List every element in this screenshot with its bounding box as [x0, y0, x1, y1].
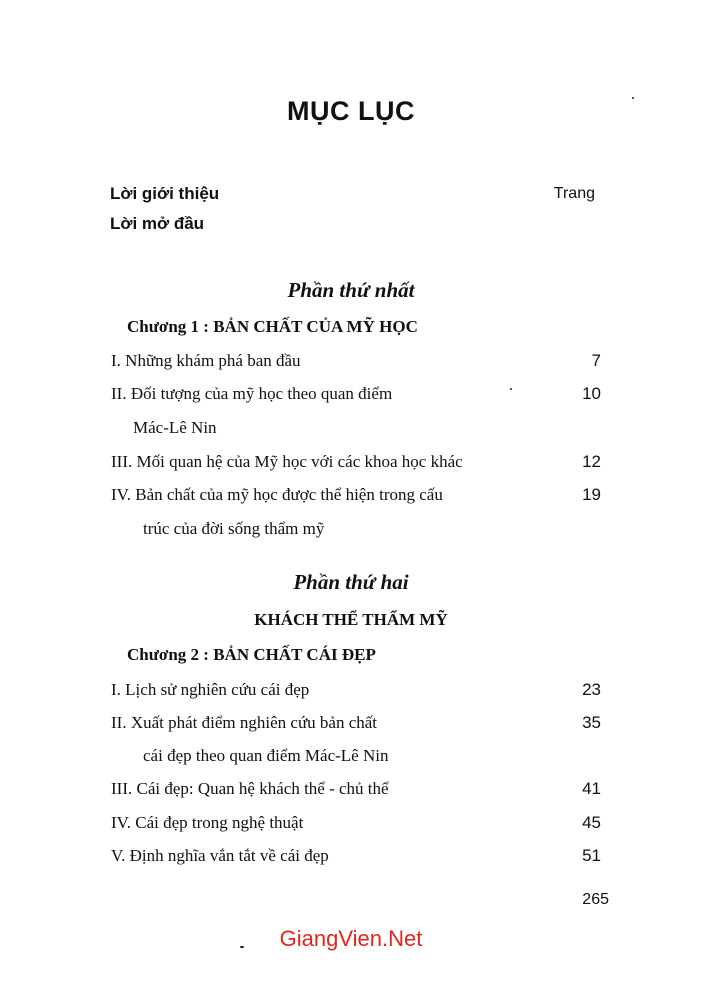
toc-entry: II. Xuất phát điểm nghiên cứu bản chất: [111, 713, 378, 732]
toc-entry: IV. Cái đẹp trong nghệ thuật: [111, 813, 304, 832]
toc-page-number: 7: [591, 351, 601, 370]
toc-page-number: 19: [582, 485, 601, 504]
toc-page-number: 51: [582, 846, 601, 865]
toc-page-number: 45: [582, 813, 601, 832]
page-title: MỤC LỤC: [287, 96, 415, 126]
scan-speck: [632, 97, 634, 99]
toc-entry: III. Cái đẹp: Quan hệ khách thể - chủ thể: [111, 779, 389, 798]
toc-page-number: 35: [582, 713, 601, 732]
toc-entry: IV. Bản chất của mỹ học được thể hiện trong cấu: [111, 485, 443, 504]
watermark: GiangVien.Net: [279, 926, 423, 951]
front-preface: Lời mở đầu: [110, 214, 205, 233]
part-two-subheading: KHÁCH THỂ THẨM MỸ: [254, 610, 448, 629]
toc-entry: I. Lịch sử nghiên cứu cái đẹp: [111, 680, 310, 699]
scan-speck: [510, 388, 512, 390]
chapter-one-title: Chương 1 : BẢN CHẤT CỦA MỸ HỌC: [127, 317, 418, 336]
toc-page-number: 12: [582, 452, 601, 471]
toc-entry-continuation: trúc của đời sống thẩm mỹ: [143, 519, 325, 538]
toc-entry: I. Những khám phá ban đầu: [111, 351, 301, 370]
toc-page-number: 23: [582, 680, 601, 699]
toc-page-number: 10: [582, 384, 601, 403]
page-column-header: Trang: [553, 185, 595, 202]
toc-entry: V. Định nghĩa vắn tắt về cái đẹp: [111, 846, 329, 865]
toc-entry-continuation: Mác-Lê Nin: [133, 418, 217, 437]
scan-speck: [240, 946, 244, 948]
front-intro: Lời giới thiệu: [110, 184, 220, 203]
page-number: 265: [582, 891, 609, 908]
chapter-two-title: Chương 2 : BẢN CHẤT CÁI ĐẸP: [127, 645, 376, 664]
toc-page-number: 41: [582, 779, 601, 798]
part-two-heading: Phần thứ hai: [293, 570, 409, 594]
toc-entry: III. Mối quan hệ của Mỹ học với các khoa học khác: [111, 452, 463, 471]
toc-entry: II. Đối tượng của mỹ học theo quan điểm: [111, 384, 393, 403]
toc-entry-continuation: cái đẹp theo quan điểm Mác-Lê Nin: [143, 746, 389, 765]
part-one-heading: Phần thứ nhất: [287, 278, 415, 302]
